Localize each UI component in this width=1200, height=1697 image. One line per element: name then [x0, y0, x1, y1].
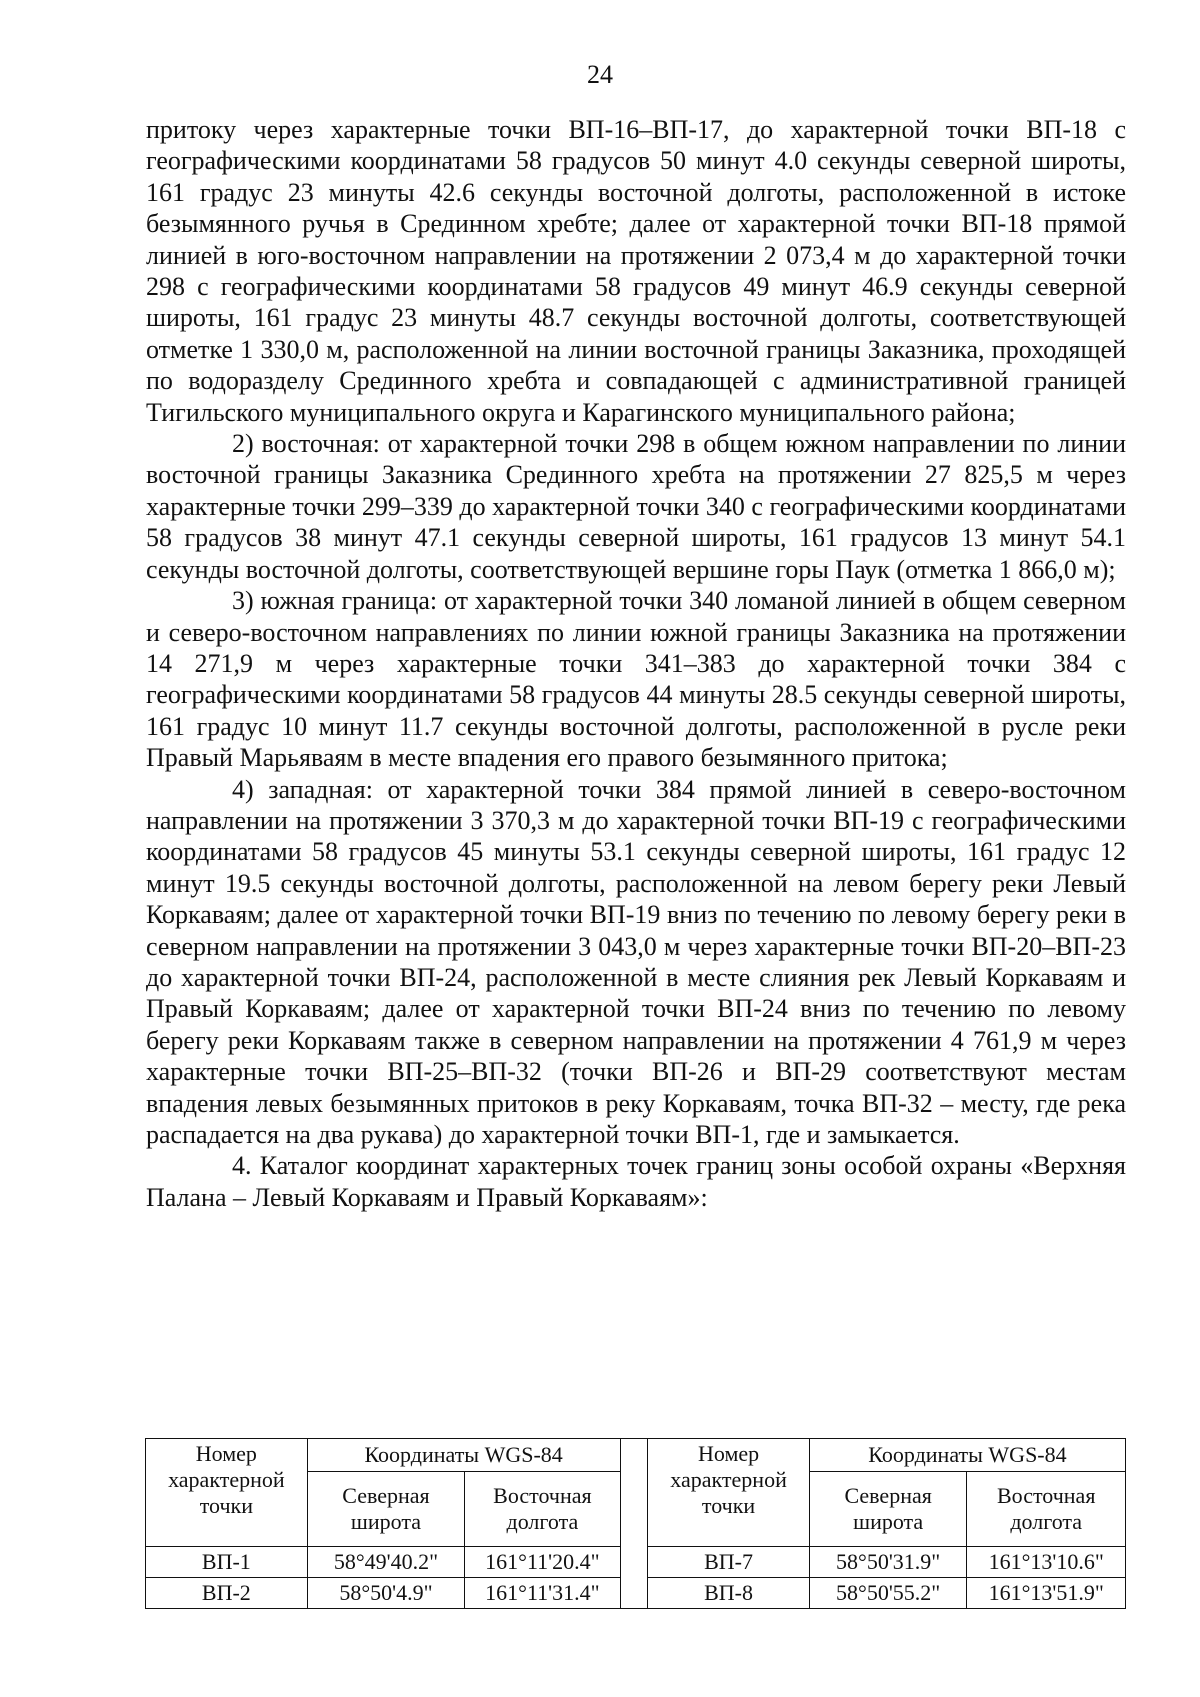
cell-point: ВП-7 [648, 1547, 810, 1578]
header-latitude: Северная широта [307, 1472, 464, 1547]
header-coordinates: Координаты WGS-84 [307, 1439, 620, 1472]
page-number: 24 [587, 60, 613, 89]
cell-point: ВП-1 [146, 1547, 308, 1578]
coordinates-catalog-table [145, 1438, 1126, 1609]
table-column-gap [620, 1439, 648, 1609]
cell-latitude: 58°50'4.9" [307, 1578, 464, 1609]
cell-latitude: 58°50'55.2" [809, 1578, 966, 1609]
cell-point: ВП-2 [146, 1578, 308, 1609]
document-body [146, 114, 1126, 1213]
cell-longitude: 161°13'51.9" [967, 1578, 1126, 1609]
header-point-number: Номер характерной точки [648, 1439, 810, 1547]
cell-point: ВП-8 [648, 1578, 810, 1609]
header-point-number: Номер характерной точки [146, 1439, 308, 1547]
cell-latitude: 58°50'31.9" [809, 1547, 966, 1578]
header-latitude: Северная широта [809, 1472, 966, 1547]
table-header-row [146, 1439, 1126, 1472]
cell-longitude: 161°11'20.4" [465, 1547, 620, 1578]
paragraph-west-border: 4) западная: от характерной точки 384 прямой линией в северо-восточном направлении на протяжении 3 370,3 м до характерной точки ВП-19 с географическими координатами 58 градусов 45 минуты 53.1 секунды северной широты, 161 градус 12 минут 19.5 секунды восточной долготы, расположенной на левом берегу реки Левый Коркаваям; далее от характерной точки ВП-19 вниз по течению по левому берегу реки в северном направлении на протяжении 3 043,0 м через характерные точки ВП-20–ВП-23 до характерной точки ВП-24, расположенной в месте слияния рек Левый Коркаваям и Правый Коркаваям; далее от характерной точки ВП-24 вниз по течению по левому берегу реки Коркаваям также в северном направлении на протяжении 4 761,9 м через характерные точки ВП-25–ВП-32 (точки ВП-26 и ВП-29 соответствуют местам впадения левых безымянных притоков в реку Коркаваям, точка ВП-32 – месту, где река распадается на два рукава) до характерной точки ВП-1, где и замыкается. [146, 774, 1126, 1149]
paragraph-south-border: 3) южная граница: от характерной точки 340 ломаной линией в общем северном и северо-восточном направлениях по линии южной границы Заказника на протяжении 14 271,9 м через характерные точки 341–383 до характерной точки 384 с географическими координатами 58 градусов 44 минуты 28.5 секунды северной широты, 161 градус 10 минут 11.7 секунды восточной долготы, расположенной в русле реки Правый Марьяваям в месте впадения его правого безымянного притока; [146, 586, 1126, 773]
header-longitude: Восточная долгота [465, 1472, 620, 1547]
cell-latitude: 58°49'40.2" [307, 1547, 464, 1578]
cell-longitude: 161°11'31.4" [465, 1578, 620, 1609]
paragraph-continuation: притоку через характерные точки ВП-16–ВП-17, до характерной точки ВП-18 с географическими координатами 58 градусов 50 минут 4.0 секунды северной широты, 161 градус 23 минуты 42.6 секунды восточной долготы, расположенной в истоке безымянного ручья в Срединном хребте; далее от характерной точки ВП-18 прямой линией в юго-восточном направлении на протяжении 2 073,4 м до характерной точки 298 с географическими координатами 58 градусов 49 минут 46.9 секунды северной широты, 161 градус 23 минуты 48.7 секунды восточной долготы, соответствующей отметке 1 330,0 м, расположенной на линии восточной границы Заказника, проходящей по водоразделу Срединного хребта и совпадающей с административной границей Тигильского муниципального округа и Карагинского муниципального района; [146, 115, 1126, 427]
header-coordinates: Координаты WGS-84 [809, 1439, 1125, 1472]
header-longitude: Восточная долгота [967, 1472, 1126, 1547]
cell-longitude: 161°13'10.6" [967, 1547, 1126, 1578]
paragraph-east-border: 2) восточная: от характерной точки 298 в общем южном направлении по линии восточной границы Заказника Срединного хребта на протяжении 27 825,5 м через характерные точки 299–339 до характерной точки 340 с географическими координатами 58 градусов 38 минут 47.1 секунды северной широты, 161 градусов 13 минут 54.1 секунды восточной долготы, соответствующей вершине горы Паук (отметка 1 866,0 м); [146, 429, 1126, 584]
paragraph-catalog-title: 4. Каталог координат характерных точек границ зоны особой охраны «Верхняя Палана – Левый Коркаваям и Правый Коркаваям»: [146, 1151, 1126, 1212]
